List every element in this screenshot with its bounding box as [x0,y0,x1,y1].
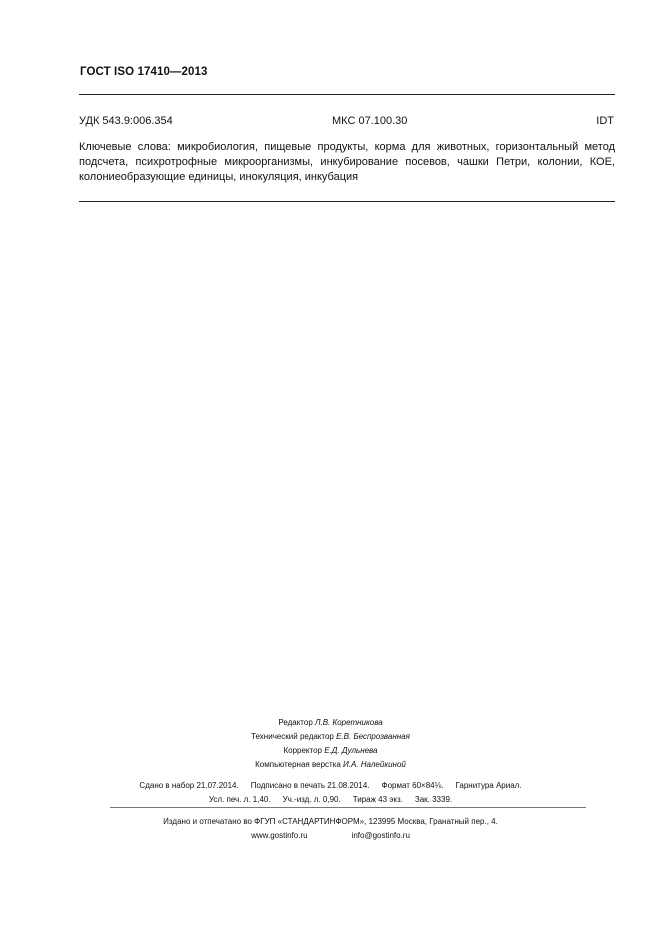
publisher-contacts [0,829,661,843]
classification-codes [79,115,615,129]
submitted-date: Сдано в набор 21.07.2014. [139,781,239,790]
print-details-line-2 [0,793,661,807]
standard-title: ГОСТ ISO 17410—2013 [80,66,208,78]
print-details-line-1 [0,779,661,793]
layout-name: И.А. Налейкиной [343,760,406,769]
tech-editor-credit [0,730,661,744]
keywords-divider [79,201,615,202]
idt-code: IDT [596,115,614,127]
print-details [0,779,661,807]
corrector-credit [0,744,661,758]
footer-divider [110,807,586,808]
printed-sheets: Усл. печ. л. 1,40. [208,795,271,804]
publishing-sheets: Уч.-изд. л. 0,90. [282,795,341,804]
editorial-credits [0,716,661,772]
editor-credit [0,716,661,730]
keywords-line: колониеобразующие единицы, инокуляция, инкубация [79,171,359,183]
tech-editor-name: Е.В. Беспрозванная [336,732,410,741]
keywords-line: подсчета, психротрофные микроорганизмы, инкубирование посевов, чашки Петри, колонии, КОЕ, [79,156,615,168]
paper-format: Формат 60×84⅛. [381,781,444,790]
layout-role: Компьютерная верстка [255,760,344,769]
publisher-address: Издано и отпечатано во ФГУП «СТАНДАРТИНФОРМ», 123995 Москва, Гранатный пер., 4. [163,817,498,826]
editor-name: Л.В. Коретникова [315,718,383,727]
print-run: Тираж 43 экз. [352,795,403,804]
email-link[interactable]: info@gostinfo.ru [351,831,410,840]
signed-date: Подписано в печать 21.08.2014. [250,781,370,790]
publisher-info [0,815,661,843]
layout-credit [0,758,661,772]
keywords-paragraph [79,140,615,185]
top-divider [79,94,615,95]
website-link[interactable]: www.gostinfo.ru [251,831,308,840]
mks-code: МКС 07.100.30 [332,115,408,127]
corrector-name: Е.Д. Дульнева [324,746,378,755]
corrector-role: Корректор [283,746,325,755]
typeface: Гарнитура Ариал. [455,781,522,790]
keywords-line: Ключевые слова: микробиология, пищевые продукты, корма для животных, горизонтальный метод [79,141,615,153]
tech-editor-role: Технический редактор [251,732,337,741]
udk-code: УДК 543.9:006.354 [79,115,173,127]
order-number: Зак. 3339. [414,795,453,804]
editor-role: Редактор [278,718,315,727]
